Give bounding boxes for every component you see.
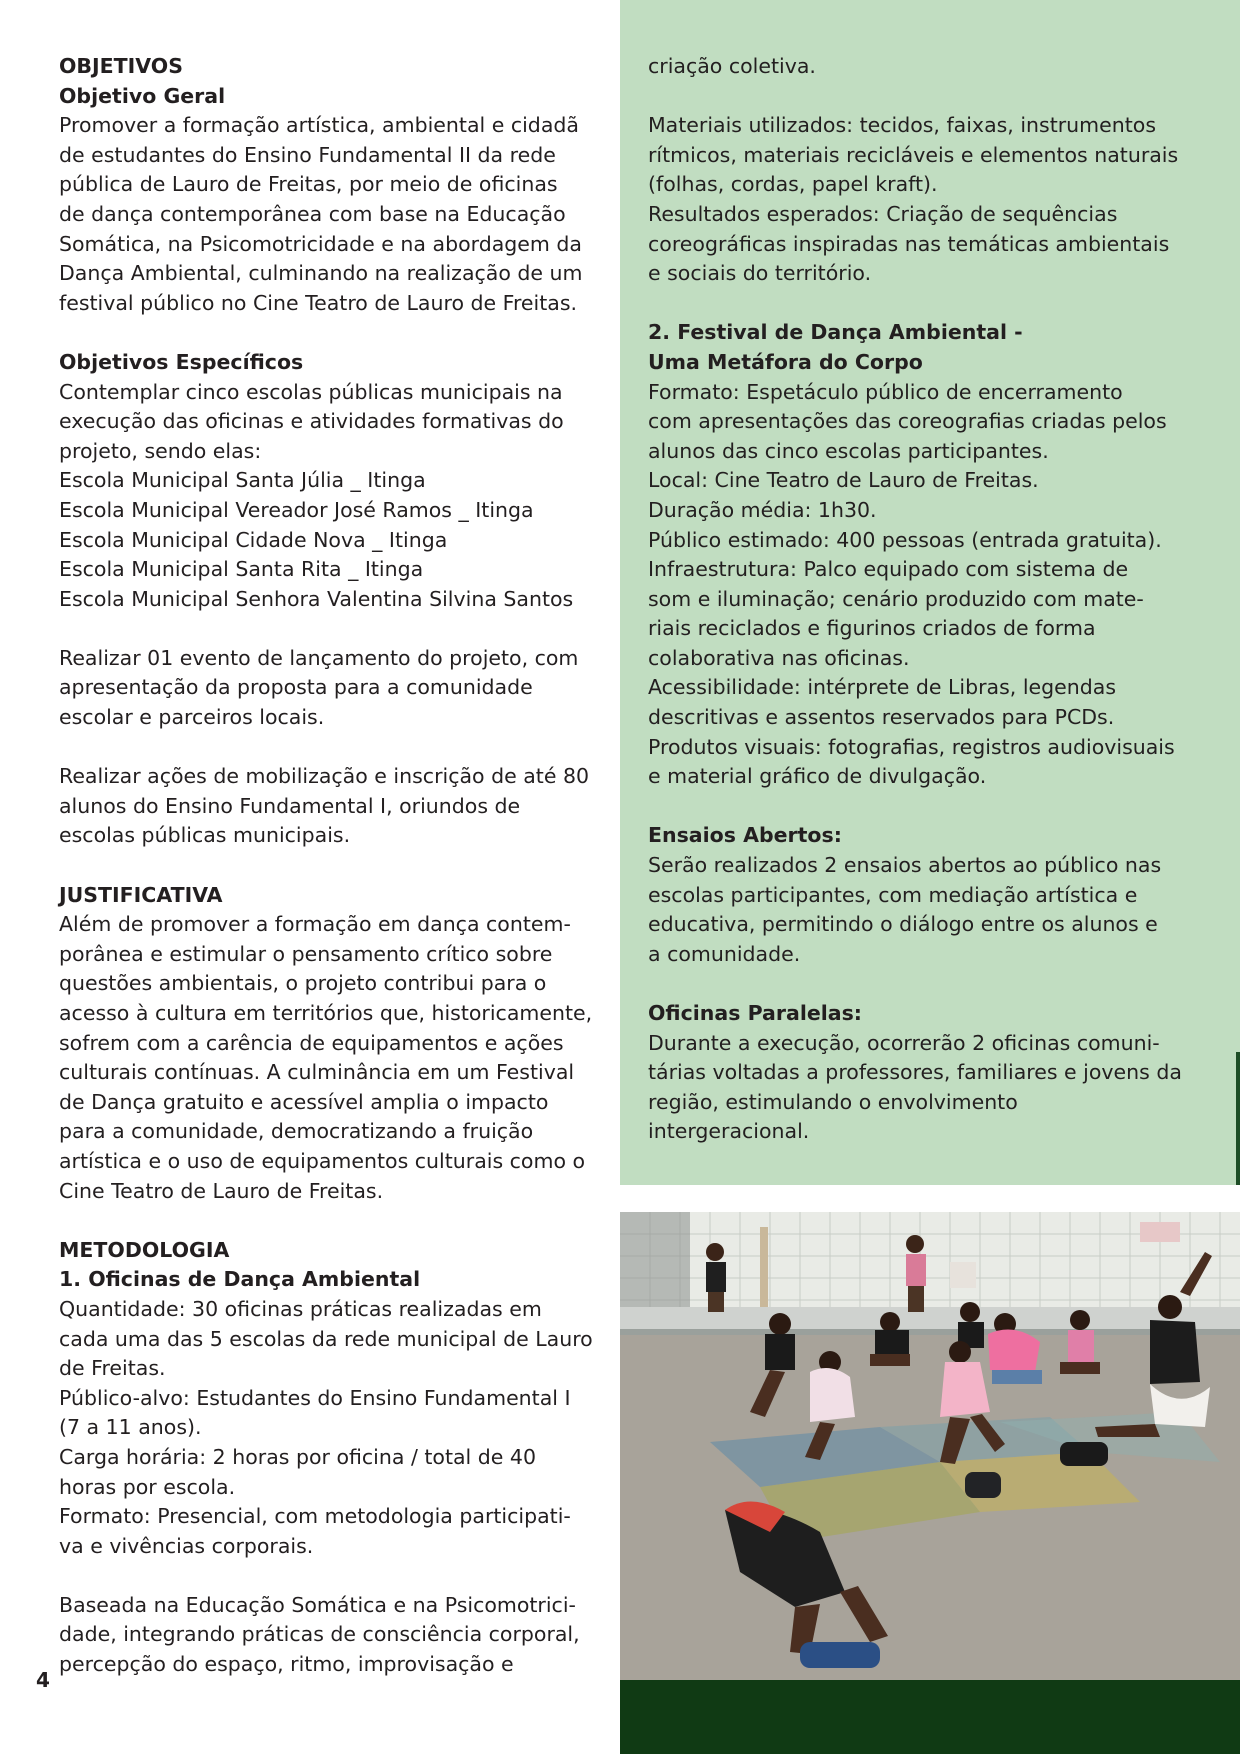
continuacao-text: criação coletiva.: [648, 54, 816, 78]
text-line: Baseada na Educação Somática e na Psicomotrici-: [59, 1592, 576, 1617]
materiais-text: [648, 111, 1208, 289]
text-line: tárias voltadas a professores, familiares e jovens da: [648, 1060, 1182, 1085]
text-line: escolas públicas municipais.: [59, 823, 351, 848]
text-line: Público-alvo: Estudantes do Ensino Fundamental I: [59, 1385, 571, 1410]
text-line: Formato: Espetáculo público de encerramento: [648, 379, 1123, 404]
justificativa-heading: JUSTIFICATIVA: [59, 882, 223, 907]
text-line: alunos do Ensino Fundamental I, oriundos de: [59, 793, 521, 818]
text-line: Quantidade: 30 oficinas práticas realizadas em: [59, 1296, 542, 1321]
text-line: Promover a formação artística, ambiental e cidadã: [59, 113, 579, 138]
text-line: região, estimulando o envolvimento: [648, 1089, 1018, 1114]
text-line: apresentação da proposta para a comunidade: [59, 675, 533, 700]
text-line: (7 a 11 anos).: [59, 1415, 202, 1440]
text-line: riais reciclados e figurinos criados de forma: [648, 616, 1096, 641]
text-line: Contemplar cinco escolas públicas municipais na: [59, 379, 563, 404]
text-line: colaborativa nas oficinas.: [648, 645, 910, 670]
text-line: acesso à cultura em territórios que, historicamente,: [59, 1001, 593, 1025]
text-line: execução das oficinas e atividades formativas do: [59, 409, 564, 434]
text-line: escolar e parceiros locais.: [59, 705, 325, 730]
text-line: Acessibilidade: intérprete de Libras, legendas: [648, 675, 1117, 700]
text-line: escolas participantes, com mediação artística e: [648, 882, 1138, 907]
text-line: educativa, permitindo o diálogo entre os alunos e: [648, 912, 1158, 937]
baseada-text: [59, 1591, 599, 1680]
justificativa-text: [59, 910, 599, 1206]
objetivos-especificos-heading: Objetivos Específicos: [59, 349, 304, 374]
photo-top-margin: [620, 1185, 1240, 1212]
school-item: Escola Municipal Cidade Nova _ Itinga: [59, 527, 448, 552]
text-line: para a comunidade, democratizando a fruição: [59, 1119, 534, 1144]
text-line: de dança contemporânea com base na Educação: [59, 201, 566, 226]
objetivo-geral-heading: Objetivo Geral: [59, 83, 226, 108]
mobilizacao-text: [59, 762, 599, 851]
ensaios-heading: Ensaios Abertos:: [648, 823, 842, 848]
text-line: e material gráfico de divulgação.: [648, 764, 987, 789]
text-line: sofrem com a carência de equipamentos e ações: [59, 1030, 564, 1055]
text-line: Somática, na Psicomotricidade e na abordagem da: [59, 231, 582, 256]
oficinas-paralelas-heading: Oficinas Paralelas:: [648, 1001, 863, 1025]
page-number: 4: [36, 1668, 50, 1692]
text-line: descritivas e assentos reservados para PCDs.: [648, 705, 1115, 730]
text-line: a comunidade.: [648, 941, 801, 966]
text-line: projeto, sendo elas:: [59, 438, 262, 463]
text-line: porânea e estimular o pensamento crítico sobre: [59, 941, 553, 966]
text-line: Produtos visuais: fotografias, registros audiovisuais: [648, 734, 1175, 759]
green-edge-strip: [1236, 1052, 1240, 1185]
workshop-photo: [620, 1212, 1240, 1680]
text-line: som e iluminação; cenário produzido com mate-: [648, 586, 1144, 611]
left-column: [59, 52, 599, 1680]
text-line: Realizar ações de mobilização e inscrição de até 80: [59, 764, 590, 789]
text-line: alunos das cinco escolas participantes.: [648, 438, 1049, 463]
text-line: questões ambientais, o projeto contribui para o: [59, 971, 547, 996]
text-line: Cine Teatro de Lauro de Freitas.: [59, 1178, 384, 1203]
text-line: Resultados esperados: Criação de sequências: [648, 201, 1118, 226]
metodologia-heading: METODOLOGIA: [59, 1237, 230, 1262]
text-line: culturais contínuas. A culminância em um Festival: [59, 1060, 575, 1085]
text-line: de estudantes do Ensino Fundamental II da rede: [59, 142, 556, 167]
text-line: dade, integrando práticas de consciência corporal,: [59, 1622, 580, 1647]
school-item: Escola Municipal Santa Rita _ Itinga: [59, 557, 424, 582]
objetivo-geral-text: [59, 111, 599, 318]
text-line: artística e o uso de equipamentos culturais como o: [59, 1148, 586, 1173]
text-line: pública de Lauro de Freitas, por meio de oficinas: [59, 172, 558, 197]
text-line: Local: Cine Teatro de Lauro de Freitas.: [648, 468, 1039, 493]
objetivos-especificos-text: [59, 378, 599, 615]
text-line: intergeracional.: [648, 1119, 810, 1144]
school-item: Escola Municipal Senhora Valentina Silvina Santos: [59, 586, 574, 611]
ensaios-text: [648, 851, 1208, 969]
text-line: cada uma das 5 escolas da rede municipal de Lauro: [59, 1326, 593, 1351]
objetivos-heading: OBJETIVOS: [59, 54, 183, 78]
text-line: com apresentações das coreografias criadas pelos: [648, 409, 1167, 434]
text-line: Duração média: 1h30.: [648, 497, 877, 522]
text-line: Realizar 01 evento de lançamento do projeto, com: [59, 645, 579, 670]
text-line: horas por escola.: [59, 1474, 236, 1499]
school-item: Escola Municipal Santa Júlia _ Itinga: [59, 468, 426, 493]
text-line: Infraestrutura: Palco equipado com sistema de: [648, 557, 1129, 582]
text-line: Durante a execução, ocorrerão 2 oficinas comuni-: [648, 1030, 1160, 1055]
festival-heading: 2. Festival de Dança Ambiental -: [648, 320, 1023, 345]
festival-subheading: Uma Metáfora do Corpo: [648, 349, 923, 374]
evento-lancamento-text: [59, 644, 599, 733]
bottom-green-band: [620, 1680, 1240, 1754]
text-line: rítmicos, materiais recicláveis e elementos naturais: [648, 142, 1179, 167]
oficinas-text: [59, 1295, 599, 1561]
text-line: coreográficas inspiradas nas temáticas ambientais: [648, 231, 1170, 256]
text-line: de Freitas.: [59, 1356, 166, 1381]
text-line: Serão realizados 2 ensaios abertos ao público nas: [648, 853, 1162, 878]
right-column: [648, 52, 1208, 1147]
text-line: (folhas, cordas, papel kraft).: [648, 172, 938, 197]
text-line: Dança Ambiental, culminando na realização de um: [59, 261, 583, 286]
text-line: Formato: Presencial, com metodologia participati-: [59, 1504, 571, 1529]
text-line: va e vivências corporais.: [59, 1533, 314, 1558]
text-line: percepção do espaço, ritmo, improvisação e: [59, 1652, 514, 1677]
text-line: festival público no Cine Teatro de Lauro de Freitas.: [59, 290, 578, 315]
text-line: Materiais utilizados: tecidos, faixas, instrumentos: [648, 113, 1157, 138]
festival-text: [648, 378, 1208, 792]
text-line: Além de promover a formação em dança contem-: [59, 912, 571, 937]
text-line: e sociais do território.: [648, 261, 872, 286]
oficinas-paralelas-text: [648, 1029, 1208, 1147]
school-item: Escola Municipal Vereador José Ramos _ Itinga: [59, 497, 534, 522]
text-line: Carga horária: 2 horas por oficina / total de 40: [59, 1444, 536, 1469]
text-line: de Dança gratuito e acessível amplia o impacto: [59, 1089, 549, 1114]
oficinas-heading: 1. Oficinas de Dança Ambiental: [59, 1267, 421, 1292]
text-line: Público estimado: 400 pessoas (entrada gratuita).: [648, 527, 1162, 552]
